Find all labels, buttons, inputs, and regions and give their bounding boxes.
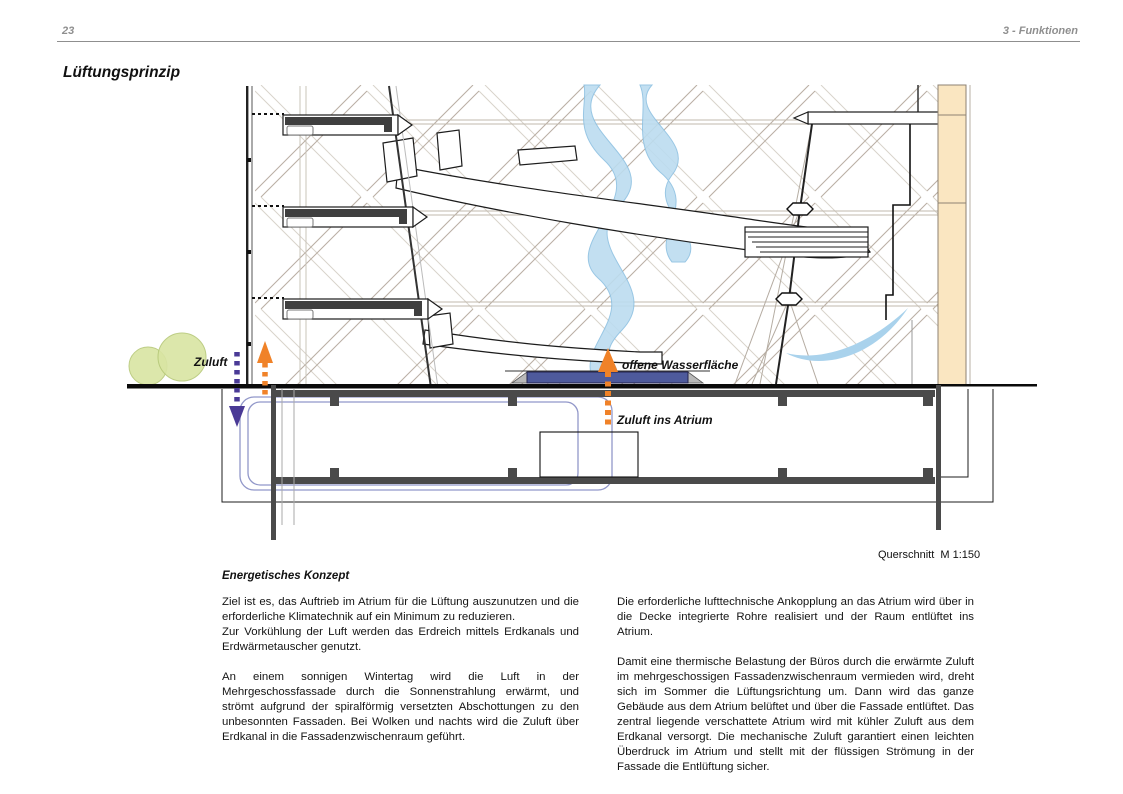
floor-slab <box>283 207 427 227</box>
basement <box>222 385 993 540</box>
drawing-caption: Querschnitt M 1:150 <box>878 549 981 561</box>
page-title: Lüftungsprinzip <box>63 64 181 81</box>
label-supply-air: Zuluft <box>194 355 228 369</box>
paragraph: Die erforderliche lufttechnische Ankopplung an das Atrium wird über in die Decke integrierte Rohre realisiert und der Raum entlüftet ins Atrium. <box>617 596 974 638</box>
paragraph: Ziel ist es, das Auftrieb im Atrium für die Lüftung auszunutzen und die erforderliche Klimatechnik auf ein Minimum zu reduzieren. <box>222 596 579 623</box>
text-column-left <box>222 595 579 745</box>
exhaust-air-arrow-icon <box>229 352 245 427</box>
paragraph: Damit eine thermische Belastung der Büros durch die erwärmte Zuluft im mehrgeschossigen Fassadenzwischenraum vermieden wird, dreht sich im Sommer die Lüftungsrichtung um. Dann wird das ganze Gebäude aus dem Atrium belüftet und über die Fassade entlüftet. Das zentral liegende verschattete Atrium wird mit kühler Zuluft aus dem Erdkanal versorgt. Die mechanische Zuluft garantiert einen leichten Überdruck im Atrium und stellt mit der flüssigen Strömung in der Fassade die Entlüftung sicher. <box>617 656 974 773</box>
body-heading: Energetisches Konzept <box>222 570 350 582</box>
page-number: 23 <box>62 25 75 37</box>
facade-panel-strip <box>938 85 966 385</box>
earth-duct-pipes-icon <box>240 397 612 490</box>
plant-room-box <box>540 432 638 477</box>
label-supply-into-atrium: Zuluft ins Atrium <box>617 413 713 427</box>
paragraph: An einem sonnigen Wintertag wird die Luft in der Mehrgeschossfassade durch die Sonnenstrahlung erwärmt, und strömt aufgrund der spiralförmig versetzten Abschottungen zu den unbesonnten Fassaden. Bei Wolken und nachts wird die Zuluft über Erdkanal in die Fassadenzwischenraum geführt. <box>222 671 579 743</box>
floor-slab <box>283 115 412 135</box>
stairs-icon <box>745 227 868 257</box>
paragraph: Zur Vorkühlung der Luft werden das Erdreich mittels Erdkanals und Erdwärmetauscher genutzt. <box>222 626 579 653</box>
section-title: 3 - Funktionen <box>1002 25 1078 37</box>
floor-slab <box>283 299 442 319</box>
text-column-right <box>617 595 974 775</box>
label-open-water: offene Wasserfläche <box>622 358 739 372</box>
